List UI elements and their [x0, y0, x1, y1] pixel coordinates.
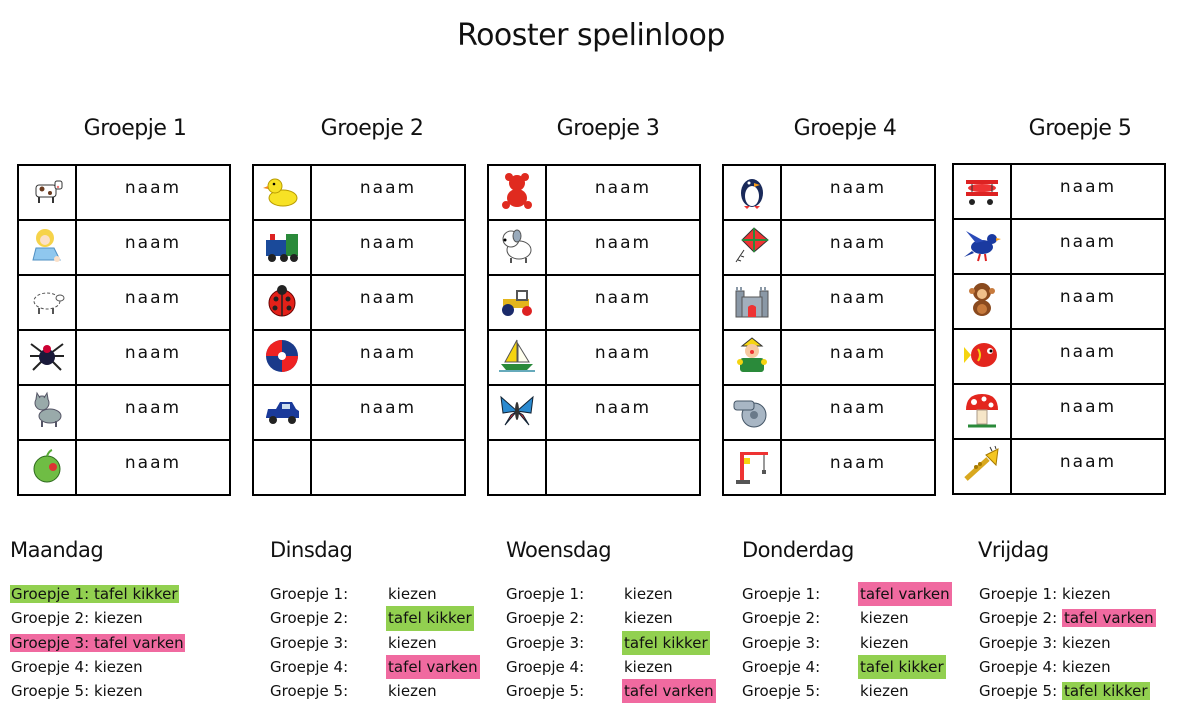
schedule-activity: tafel varken [386, 655, 480, 679]
group-title: Groepje 3 [556, 116, 660, 141]
airplane-icon [962, 170, 1002, 210]
icon-cell [253, 440, 311, 495]
table-row [253, 440, 465, 495]
ladybug-icon [262, 281, 302, 321]
schedule-row [506, 606, 673, 630]
monkey-icon [962, 280, 1002, 320]
schedule-activity: kiezen [860, 682, 909, 701]
icon-cell [253, 275, 311, 330]
table-row [253, 220, 465, 275]
icon-cell [488, 165, 546, 220]
name-cell[interactable]: naam [1011, 439, 1165, 494]
schedule-row [10, 631, 185, 655]
schedule-activity: kiezen [860, 609, 909, 628]
sheep-icon [27, 281, 67, 321]
name-cell[interactable]: naam [781, 385, 935, 440]
schedule-group-label: Groepje 5: [742, 682, 821, 701]
name-cell[interactable]: naam [76, 385, 230, 440]
name-cell[interactable]: naam [311, 165, 465, 220]
schedule-row [10, 655, 185, 679]
schedule-row [10, 679, 185, 703]
icon-cell [488, 440, 546, 495]
schedule-row [506, 582, 673, 606]
crane-icon [732, 446, 772, 486]
day-schedule [742, 582, 950, 703]
day-schedule [506, 582, 714, 703]
schedule-row [978, 679, 1157, 703]
schedule-activity: tafel varken [622, 679, 716, 703]
group-table [252, 164, 466, 496]
apple-icon [27, 446, 67, 486]
table-row [18, 440, 230, 495]
schedule-activity: kiezen [93, 682, 143, 701]
name-cell[interactable]: naam [546, 385, 700, 440]
schedule-line [10, 634, 185, 652]
name-cell[interactable]: naam [781, 275, 935, 330]
day-title: Maandag [10, 538, 104, 562]
group-title: Groepje 5 [1028, 116, 1132, 141]
name-cell[interactable]: naam [546, 165, 700, 220]
name-cell[interactable]: naam [1011, 329, 1165, 384]
icon-cell [953, 164, 1011, 219]
schedule-group-label: Groepje 4: [270, 657, 349, 676]
icon-cell [953, 219, 1011, 274]
name-cell[interactable] [311, 440, 465, 495]
table-row [723, 275, 935, 330]
cat-icon [27, 391, 67, 431]
ball-icon [262, 336, 302, 376]
schedule-row [10, 582, 185, 606]
name-cell[interactable]: naam [311, 330, 465, 385]
day-title: Vrijdag [978, 538, 1049, 562]
group-table [722, 164, 936, 496]
train-icon [262, 226, 302, 266]
schedule-activity: tafel varken [93, 633, 184, 652]
group-title: Groepje 1 [83, 116, 187, 141]
tractor-icon [497, 281, 537, 321]
schedule-activity: kiezen [624, 585, 673, 603]
cow-icon [27, 171, 67, 211]
table-row [253, 165, 465, 220]
schedule-activity: kiezen [388, 585, 437, 603]
table-row [488, 385, 700, 440]
schedule-group-label: Groepje 1: [979, 585, 1058, 603]
name-cell[interactable]: naam [781, 440, 935, 495]
name-cell[interactable]: naam [1011, 219, 1165, 274]
table-row [953, 439, 1165, 494]
schedule-line [978, 609, 1157, 627]
table-row [18, 275, 230, 330]
schedule-group-label: Groepje 2: [979, 609, 1058, 628]
schedule-group-label: Groepje 3: [270, 633, 349, 652]
name-cell[interactable]: naam [1011, 274, 1165, 329]
day-schedule [270, 582, 478, 703]
icon-cell [488, 330, 546, 385]
spider-icon [27, 336, 67, 376]
table-row [18, 385, 230, 440]
schedule-row [978, 582, 1157, 606]
schedule-group-label: Groepje 4: [979, 657, 1058, 676]
schedule-line [10, 585, 179, 603]
schedule-row [270, 606, 472, 630]
icon-cell [488, 275, 546, 330]
table-row [18, 330, 230, 385]
schedule-row [506, 631, 708, 655]
schedule-group-label: Groepje 1: [506, 585, 585, 603]
table-row [488, 275, 700, 330]
schedule-group-label: Groepje 2: [11, 609, 90, 628]
name-cell[interactable]: naam [1011, 164, 1165, 219]
table-row [488, 440, 700, 495]
schedule-activity: kiezen [388, 682, 437, 701]
teddy-bear-icon [497, 171, 537, 211]
icon-cell [953, 384, 1011, 439]
name-cell[interactable]: naam [1011, 384, 1165, 439]
icon-cell [18, 165, 76, 220]
schedule-row [978, 655, 1157, 679]
icon-cell [18, 330, 76, 385]
icon-cell [723, 440, 781, 495]
schedule-group-label: Groepje 5: [506, 682, 585, 701]
schedule-line [978, 682, 1151, 700]
day-schedule [978, 582, 1157, 703]
car-icon [262, 391, 302, 431]
schedule-row [270, 582, 437, 606]
table-row [953, 219, 1165, 274]
icon-cell [18, 275, 76, 330]
dog-icon [497, 226, 537, 266]
schedule-row [742, 631, 909, 655]
table-row [253, 275, 465, 330]
schedule-group-label: Groepje 1: [742, 585, 821, 603]
schedule-row [742, 582, 950, 606]
table-row [723, 330, 935, 385]
schedule-activity: kiezen [93, 657, 143, 676]
schedule-group-label: Groepje 4: [742, 657, 821, 676]
group-title: Groepje 4 [793, 116, 897, 141]
fish-icon [962, 335, 1002, 375]
butterfly-icon [497, 391, 537, 431]
name-cell[interactable]: naam [76, 165, 230, 220]
schedule-activity: tafel kikker [93, 585, 178, 603]
schedule-activity: kiezen [1061, 633, 1111, 652]
name-cell[interactable]: naam [311, 220, 465, 275]
schedule-activity: kiezen [624, 657, 673, 676]
icon-cell [253, 330, 311, 385]
schedule-row [270, 631, 437, 655]
icon-cell [253, 220, 311, 275]
day-title: Woensdag [506, 538, 612, 562]
day-title: Donderdag [742, 538, 854, 562]
schedule-row [742, 679, 909, 703]
trumpet-icon [962, 445, 1002, 485]
icon-cell [253, 385, 311, 440]
schedule-group-label: Groepje 2: [506, 609, 585, 628]
schedule-row [506, 679, 714, 703]
day-title: Dinsdag [270, 538, 353, 562]
schedule-group-label: Groepje 2: [742, 609, 821, 628]
name-cell[interactable]: naam [546, 330, 700, 385]
table-row [488, 330, 700, 385]
name-cell[interactable]: naam [781, 165, 935, 220]
schedule-group-label: Groepje 5: [979, 682, 1058, 701]
schedule-activity: tafel kikker [622, 631, 710, 655]
schedule-group-label: Groepje 3: [11, 633, 90, 652]
table-row [488, 220, 700, 275]
group-table [487, 164, 701, 496]
schedule-line [978, 658, 1112, 676]
schedule-activity: kiezen [93, 609, 143, 628]
schedule-row [270, 655, 478, 679]
icon-cell [953, 329, 1011, 384]
schedule-group-label: Groepje 4: [11, 657, 90, 676]
schedule-row [742, 606, 909, 630]
schedule-group-label: Groepje 4: [506, 657, 585, 676]
table-row [253, 330, 465, 385]
icon-cell [723, 275, 781, 330]
schedule-activity: tafel kikker [386, 606, 474, 630]
icon-cell [488, 220, 546, 275]
schedule-line [10, 609, 144, 627]
name-cell[interactable]: naam [311, 385, 465, 440]
icon-cell [723, 385, 781, 440]
schedule-group-label: Groepje 5: [270, 682, 349, 701]
name-cell[interactable]: naam [76, 275, 230, 330]
name-cell[interactable]: naam [781, 330, 935, 385]
schedule-activity: kiezen [1061, 657, 1111, 676]
icon-cell [18, 385, 76, 440]
schedule-activity: tafel varken [1063, 609, 1154, 628]
table-row [953, 274, 1165, 329]
whistle-icon [732, 391, 772, 431]
icon-cell [723, 330, 781, 385]
group-table [17, 164, 231, 496]
schedule-activity: kiezen [1061, 585, 1111, 603]
table-row [953, 384, 1165, 439]
castle-icon [732, 281, 772, 321]
table-row [723, 385, 935, 440]
schedule-row [742, 655, 944, 679]
day-schedule [10, 582, 185, 703]
schedule-group-label: Groepje 1: [270, 585, 349, 603]
group-table [952, 163, 1166, 495]
schedule-group-label: Groepje 3: [742, 633, 821, 652]
icon-cell [953, 274, 1011, 329]
table-row [488, 165, 700, 220]
icon-cell [488, 385, 546, 440]
schedule-activity: kiezen [388, 633, 437, 652]
schedule-activity: tafel varken [858, 582, 952, 606]
schedule-activity: kiezen [624, 609, 673, 628]
icon-cell [723, 220, 781, 275]
schedule-group-label: Groepje 3: [979, 633, 1058, 652]
table-row [723, 220, 935, 275]
schedule-group-label: Groepje 5: [11, 682, 90, 701]
bird-icon [962, 225, 1002, 265]
name-cell[interactable]: naam [546, 220, 700, 275]
table-row [18, 220, 230, 275]
schedule-group-label: Groepje 2: [270, 609, 349, 628]
name-cell[interactable]: naam [76, 220, 230, 275]
schedule-line [978, 634, 1112, 652]
penguin-icon [732, 171, 772, 211]
icon-cell [253, 165, 311, 220]
sailboat-icon [497, 336, 537, 376]
doll-icon [27, 226, 67, 266]
schedule-line [10, 658, 144, 676]
name-cell[interactable] [546, 440, 700, 495]
name-cell[interactable]: naam [76, 330, 230, 385]
name-cell[interactable]: naam [781, 220, 935, 275]
icon-cell [953, 439, 1011, 494]
group-title: Groepje 2 [320, 116, 424, 141]
name-cell[interactable]: naam [311, 275, 465, 330]
table-row [253, 385, 465, 440]
page-title: Rooster spelinloop [457, 18, 725, 53]
schedule-row [10, 606, 185, 630]
name-cell[interactable]: naam [76, 440, 230, 495]
mushroom-icon [962, 390, 1002, 430]
icon-cell [18, 220, 76, 275]
table-row [723, 165, 935, 220]
schedule-activity: kiezen [860, 633, 909, 652]
schedule-group-label: Groepje 3: [506, 633, 585, 652]
duck-icon [262, 171, 302, 211]
icon-cell [18, 440, 76, 495]
schedule-activity: tafel kikker [1063, 682, 1148, 701]
table-row [18, 165, 230, 220]
clown-icon [732, 336, 772, 376]
icon-cell [723, 165, 781, 220]
schedule-row [978, 631, 1157, 655]
name-cell[interactable]: naam [546, 275, 700, 330]
table-row [953, 329, 1165, 384]
schedule-line [10, 682, 144, 700]
schedule-line [978, 585, 1112, 603]
table-row [953, 164, 1165, 219]
schedule-activity: tafel kikker [858, 655, 946, 679]
schedule-row [978, 606, 1157, 630]
schedule-row [506, 655, 673, 679]
schedule-group-label: Groepje 1: [11, 585, 90, 603]
kite-icon [732, 226, 772, 266]
table-row [723, 440, 935, 495]
schedule-row [270, 679, 437, 703]
